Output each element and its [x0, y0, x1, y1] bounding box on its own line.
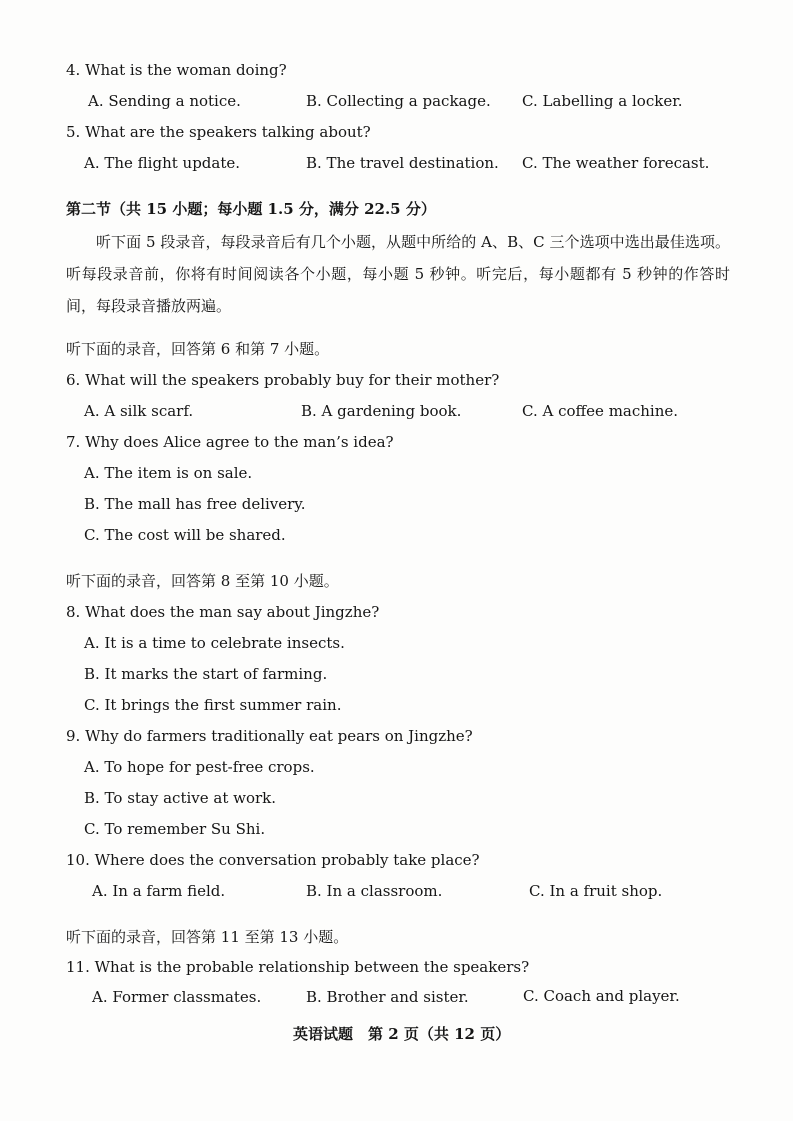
question-9-option-c: C. To remember Su Shi. — [84, 820, 266, 838]
question-8-option-b: B. It marks the start of farming. — [84, 665, 328, 683]
question-5-option-a: A. The flight update. — [84, 154, 241, 172]
page-footer: 英语试题 第 2 页（共 12 页） — [293, 1025, 511, 1043]
question-10-option-b: B. In a classroom. — [306, 882, 443, 900]
section-2-heading: 第二节（共 15 小题；每小题 1.5 分，满分 22.5 分） — [66, 200, 436, 218]
question-6-option-a: A. A silk scarf. — [84, 402, 194, 420]
question-11-option-c: C. Coach and player. — [523, 987, 680, 1005]
question-11-option-b: B. Brother and sister. — [306, 988, 469, 1006]
question-4-option-c: C. Labelling a locker. — [522, 92, 683, 110]
question-7-stem: 7. Why does Alice agree to the man’s idea? — [66, 433, 394, 451]
question-7-option-a: A. The item is on sale. — [84, 464, 253, 482]
question-6-option-c: C. A coffee machine. — [522, 402, 679, 420]
question-9-stem: 9. Why do farmers traditionally eat pears on Jingzhe? — [66, 727, 473, 745]
question-10-stem: 10. Where does the conversation probably take place? — [66, 851, 480, 869]
question-5-stem: 5. What are the speakers talking about? — [66, 123, 371, 141]
question-7-option-b: B. The mall has free delivery. — [84, 495, 306, 513]
question-5-option-b: B. The travel destination. — [306, 154, 499, 172]
section-2-instructions: 听下面 5 段录音，每段录音后有几个小题，从题中所给的 A、B、C 三个选项中选出最佳选项。听每段录音前，你将有时间阅读各个小题，每小题 5 秒钟。听完后，每小题都有 5 秒钟的作答时间，每段录音播放两遍。 — [66, 233, 730, 315]
question-6-stem: 6. What will the speakers probably buy for their mother? — [66, 371, 500, 389]
question-4-stem: 4. What is the woman doing? — [66, 61, 287, 79]
question-8-option-a: A. It is a time to celebrate insects. — [84, 634, 345, 652]
question-9-option-a: A. To hope for pest-free crops. — [84, 758, 315, 776]
question-4-option-a: A. Sending a notice. — [88, 92, 241, 110]
question-4-option-b: B. Collecting a package. — [306, 92, 491, 110]
question-10-option-c: C. In a fruit shop. — [529, 882, 663, 900]
question-10-option-a: A. In a farm field. — [92, 882, 226, 900]
question-11-option-a: A. Former classmates. — [92, 988, 262, 1006]
question-8-option-c: C. It brings the first summer rain. — [84, 696, 342, 714]
question-8-stem: 8. What does the man say about Jingzhe? — [66, 603, 380, 621]
group-2-prompt: 听下面的录音，回答第 8 至第 10 小题。 — [66, 572, 339, 590]
question-5-option-c: C. The weather forecast. — [522, 154, 710, 172]
question-6-option-b: B. A gardening book. — [301, 402, 462, 420]
question-9-option-b: B. To stay active at work. — [84, 789, 277, 807]
group-3-prompt: 听下面的录音，回答第 11 至第 13 小题。 — [66, 928, 349, 946]
question-11-stem: 11. What is the probable relationship between the speakers? — [66, 958, 530, 976]
group-1-prompt: 听下面的录音，回答第 6 和第 7 小题。 — [66, 340, 330, 358]
question-7-option-c: C. The cost will be shared. — [84, 526, 286, 544]
